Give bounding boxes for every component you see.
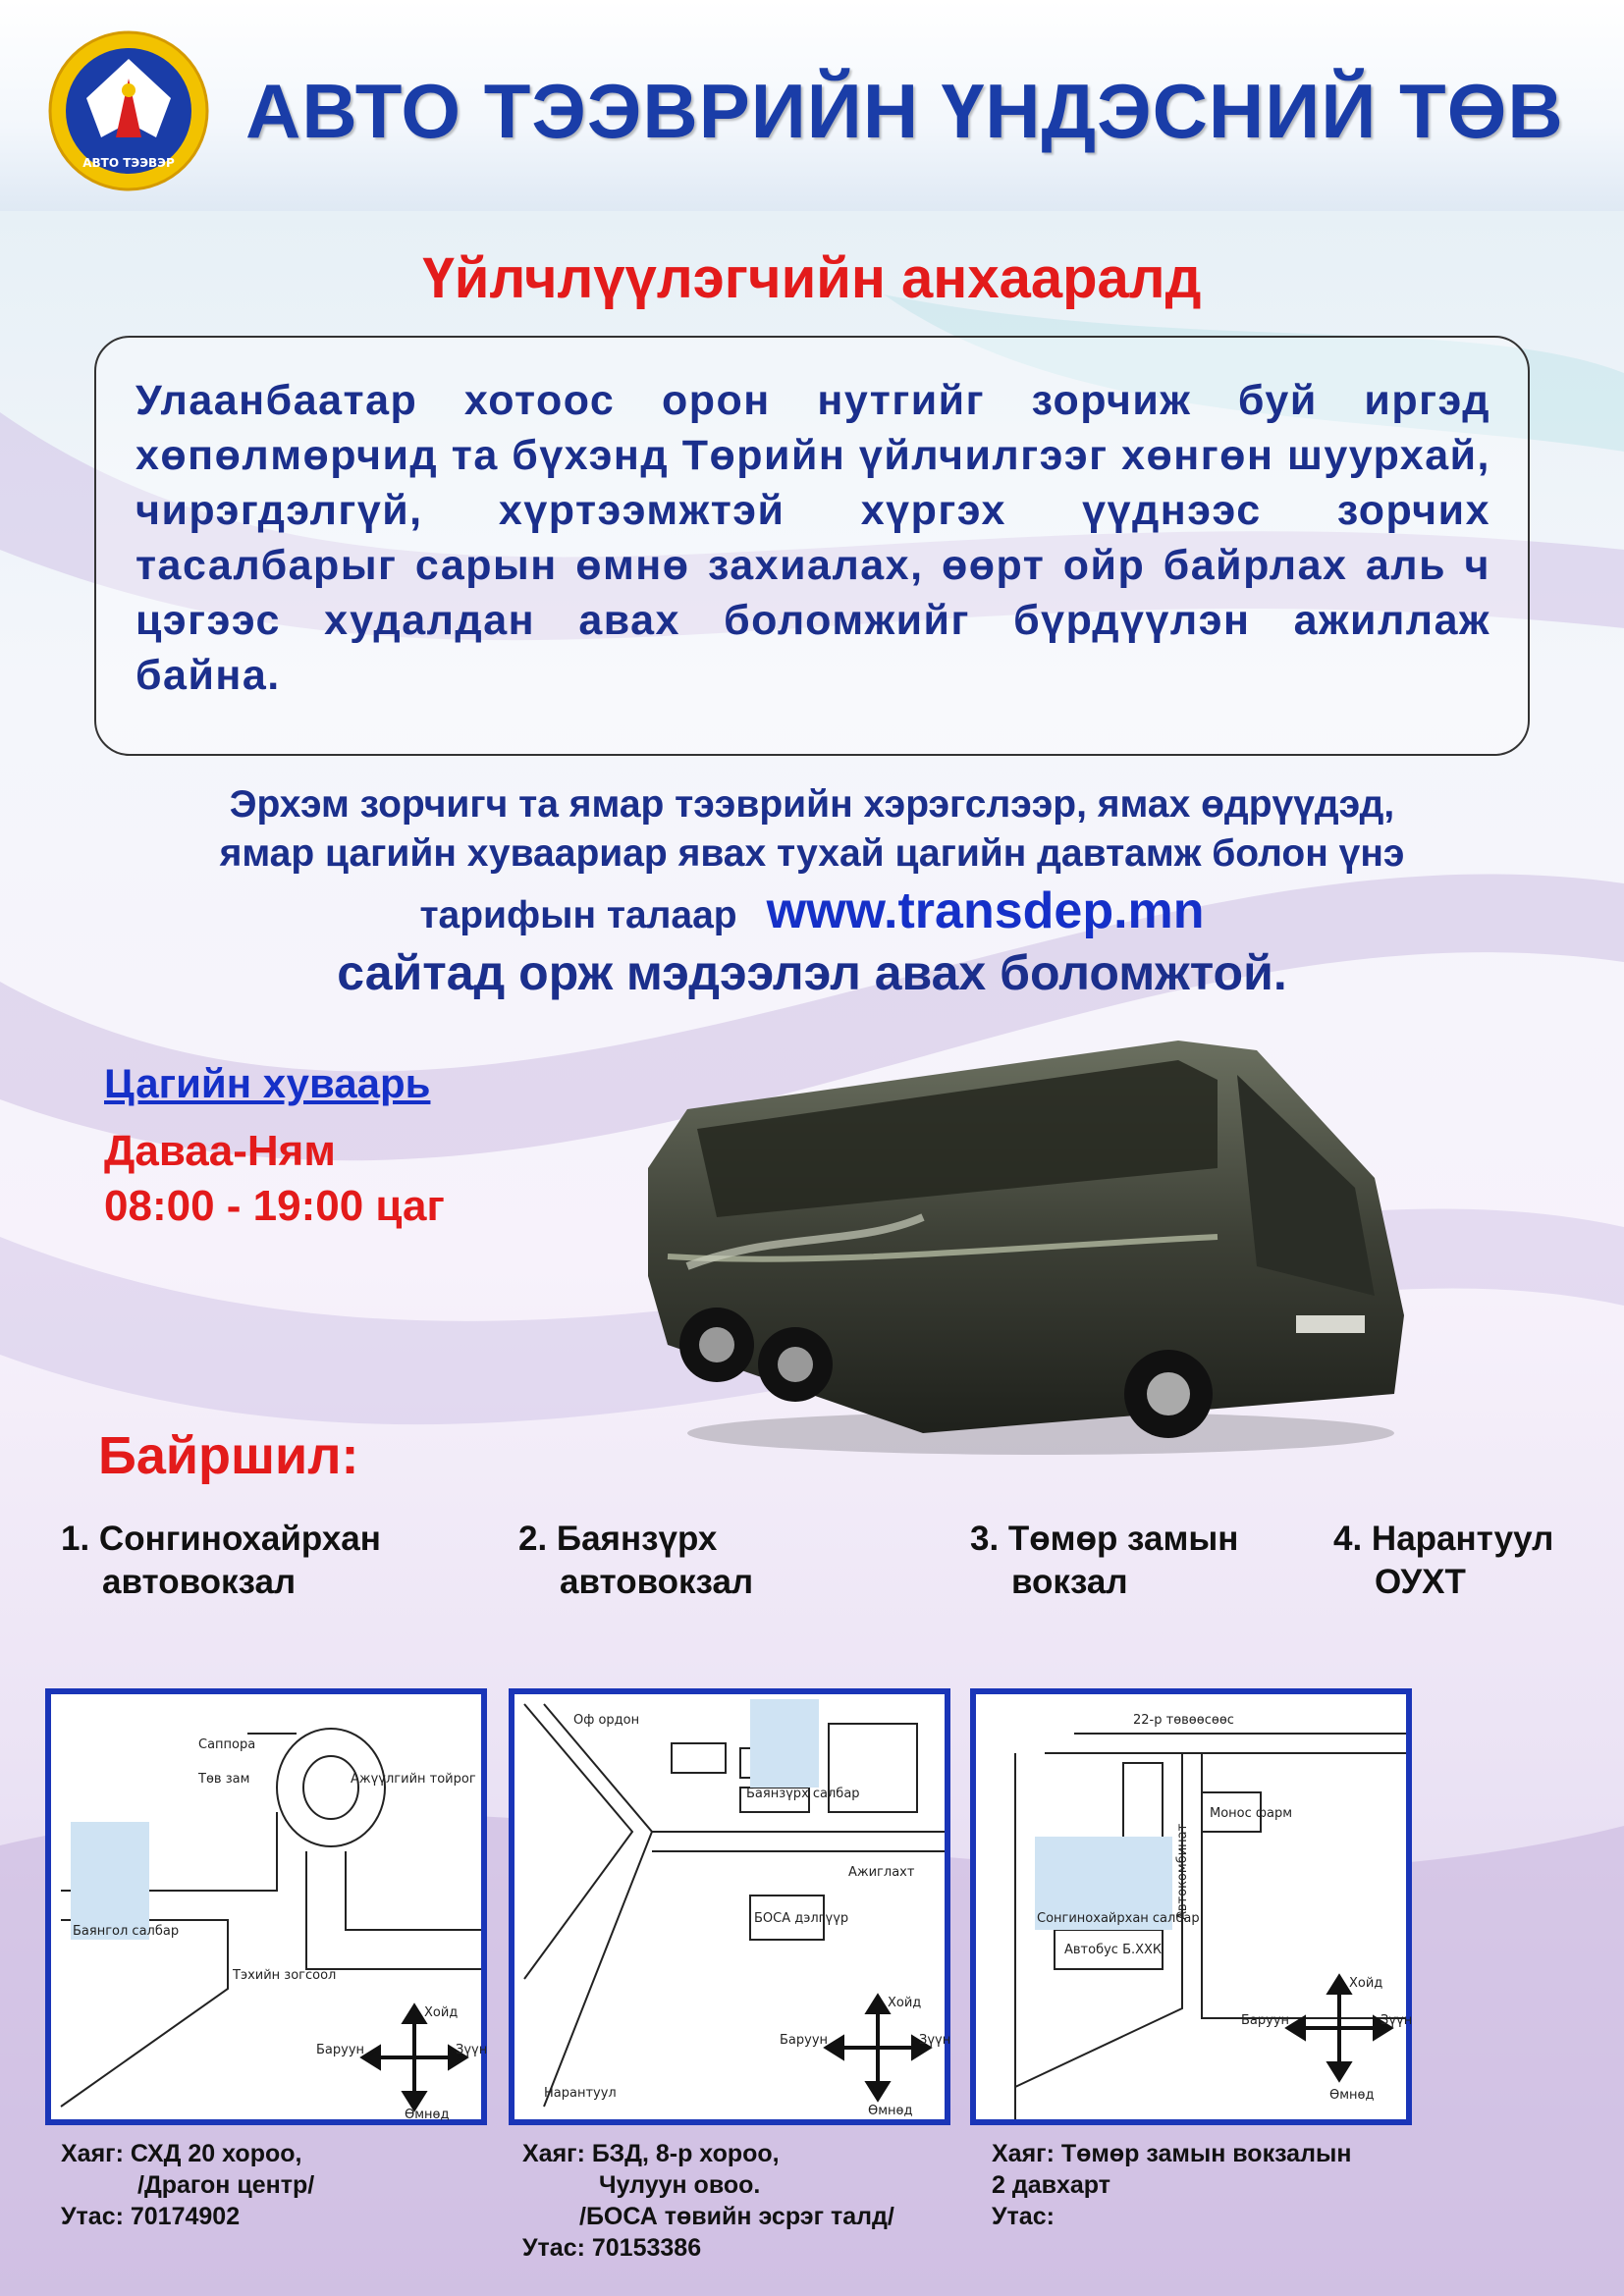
schedule-days: Даваа-Ням xyxy=(104,1127,336,1175)
address-3 xyxy=(992,2138,1351,2232)
website-link[interactable]: www.transdep.mn xyxy=(766,882,1205,939)
map-3-label-c: Сонгинохайрхан салбар xyxy=(1037,1911,1200,1926)
location-1-type: автовокзал xyxy=(102,1563,297,1601)
notice-heading: Үйлчлүүлэгчийн анхааралд xyxy=(422,246,1202,310)
location-2-name: 2. Баянзүрх xyxy=(518,1520,718,1558)
map-3-label-d: Автокомбинат xyxy=(1175,1823,1190,1920)
address-1-line-1: Хаяг: СХД 20 хороо, xyxy=(61,2140,302,2167)
location-4-type: ОУХТ xyxy=(1375,1563,1466,1601)
map-2-label-a: Оф ордон xyxy=(573,1713,640,1728)
map-1-compass-s: Өмнөд xyxy=(405,2108,450,2122)
map-2-label-c: БОСА дэлгүүр xyxy=(754,1911,849,1926)
address-2-line-1: Хаяг: БЗД, 8-р хороо, xyxy=(522,2140,780,2167)
map-1-compass-w: Баруун xyxy=(316,2043,365,2057)
map-songinokhairkhan xyxy=(45,1688,487,2125)
map-2-label-e: Ажиглахт xyxy=(848,1865,915,1880)
info-line-1: Эрхэм зорчигч та ямар тээврийн хэрэгслээр, ямах өдрүүдэд, xyxy=(229,783,1395,826)
map-2-compass-w: Баруун xyxy=(780,2033,829,2048)
location-2-type: автовокзал xyxy=(560,1563,754,1601)
address-3-line-1: Хаяг: Төмөр замын вокзалын xyxy=(992,2140,1352,2167)
info-line-4: сайтад орж мэдээлэл авах боломжтой. xyxy=(337,945,1287,1000)
map-3-compass-w: Баруун xyxy=(1241,2013,1290,2028)
map-3-compass-e: Зүүн xyxy=(1380,2013,1413,2028)
emblem-logo-icon xyxy=(47,29,210,192)
location-1-name: 1. Сонгинохайрхан xyxy=(61,1520,381,1558)
map-1-drawing xyxy=(51,1694,488,2122)
address-1-line-2: /Драгон центр/ xyxy=(137,2171,315,2199)
info-line-3-text: тарифын талаар xyxy=(419,894,737,936)
map-2-compass-n: Хойд xyxy=(888,1996,922,2010)
location-4-name: 4. Нарантуул xyxy=(1333,1520,1554,1558)
map-2-drawing xyxy=(514,1694,951,2119)
map-2-label-b: Баянзүрх салбар xyxy=(746,1787,860,1801)
map-bayanzurkh xyxy=(509,1688,950,2125)
map-2-label-d: Нарантуул xyxy=(544,2086,617,2101)
location-2 xyxy=(518,1518,753,1604)
location-1 xyxy=(61,1518,381,1604)
map-3-label-e: Автобус Б.ХХК xyxy=(1064,1943,1163,1957)
map-1-label-b: Төв зам xyxy=(198,1772,250,1787)
map-2-compass-e: Зүүн xyxy=(919,2033,951,2048)
bus-image xyxy=(628,1021,1424,1463)
compass-icon xyxy=(1288,1977,1390,2079)
map-1-compass-n: Хойд xyxy=(424,2005,459,2020)
map-3-label-b: Монос фарм xyxy=(1210,1806,1293,1821)
schedule-title[interactable]: Цагийн хуваарь xyxy=(104,1060,431,1106)
map-3-label-a: 22-р төвөөсөөс xyxy=(1133,1713,1234,1728)
map-1-label-e: Тэхийн зогсоол xyxy=(233,1968,337,1983)
info-line-2: ямар цагийн хуваариар явах тухай цагийн давтамж болон үнэ xyxy=(219,832,1405,875)
map-railway-station xyxy=(970,1688,1412,2125)
map-3-drawing xyxy=(976,1694,1413,2119)
logo-caption: АВТО ТЭЭВЭР xyxy=(82,156,175,170)
address-2-line-3: /БОСА төвийн эсрэг талд/ xyxy=(579,2203,894,2230)
map-3-compass-s: Өмнөд xyxy=(1329,2088,1375,2103)
map-1-label-c: Ажүүлгийн тойрог xyxy=(351,1772,476,1787)
compass-icon xyxy=(363,2006,465,2109)
address-1-phone: Утас: 70174902 xyxy=(61,2203,241,2230)
notice-text: Улаанбаатар хотоос орон нутгийг зорчиж буй иргэд хөпөлмөрчид та бүхэнд Төрийн үйлчилгээг хөнгөн шуурхай, чирэгдэлгүй, хүртээмжтэй хүргэх үүднээс зорчих тасалбарыг сарын өмнө захиалах, өөрт ойр байрлах аль ч цэгээс худалдан авах боломжийг бүрдүүлэн ажиллаж байна. xyxy=(135,377,1490,699)
page-title: АВТО ТЭЭВРИЙН ҮНДЭСНИЙ ТӨВ xyxy=(245,68,1564,154)
compass-icon xyxy=(827,1997,929,2099)
location-4 xyxy=(1333,1518,1553,1604)
map-3-compass-n: Хойд xyxy=(1349,1976,1383,1991)
locations-title: Байршил: xyxy=(98,1426,359,1485)
map-2-compass-s: Өмнөд xyxy=(868,2104,913,2118)
map-1-label-a: Саппора xyxy=(198,1737,256,1752)
address-2-phone: Утас: 70153386 xyxy=(522,2234,702,2262)
address-2-line-2: Чулуун овоо. xyxy=(599,2171,761,2199)
address-1 xyxy=(61,2138,314,2232)
address-3-line-2: 2 давхарт xyxy=(992,2171,1110,2199)
location-3-name: 3. Төмөр замын xyxy=(970,1520,1239,1558)
location-3-type: вокзал xyxy=(1011,1563,1128,1601)
address-3-phone: Утас: xyxy=(992,2203,1055,2230)
info-line-3 xyxy=(0,881,1624,940)
map-1-compass-e: Зүүн xyxy=(456,2043,488,2057)
address-2 xyxy=(522,2138,894,2264)
map-1-label-d: Баянгол салбар xyxy=(73,1924,180,1939)
location-3 xyxy=(970,1518,1238,1604)
schedule-hours: 08:00 - 19:00 цаг xyxy=(104,1182,445,1230)
